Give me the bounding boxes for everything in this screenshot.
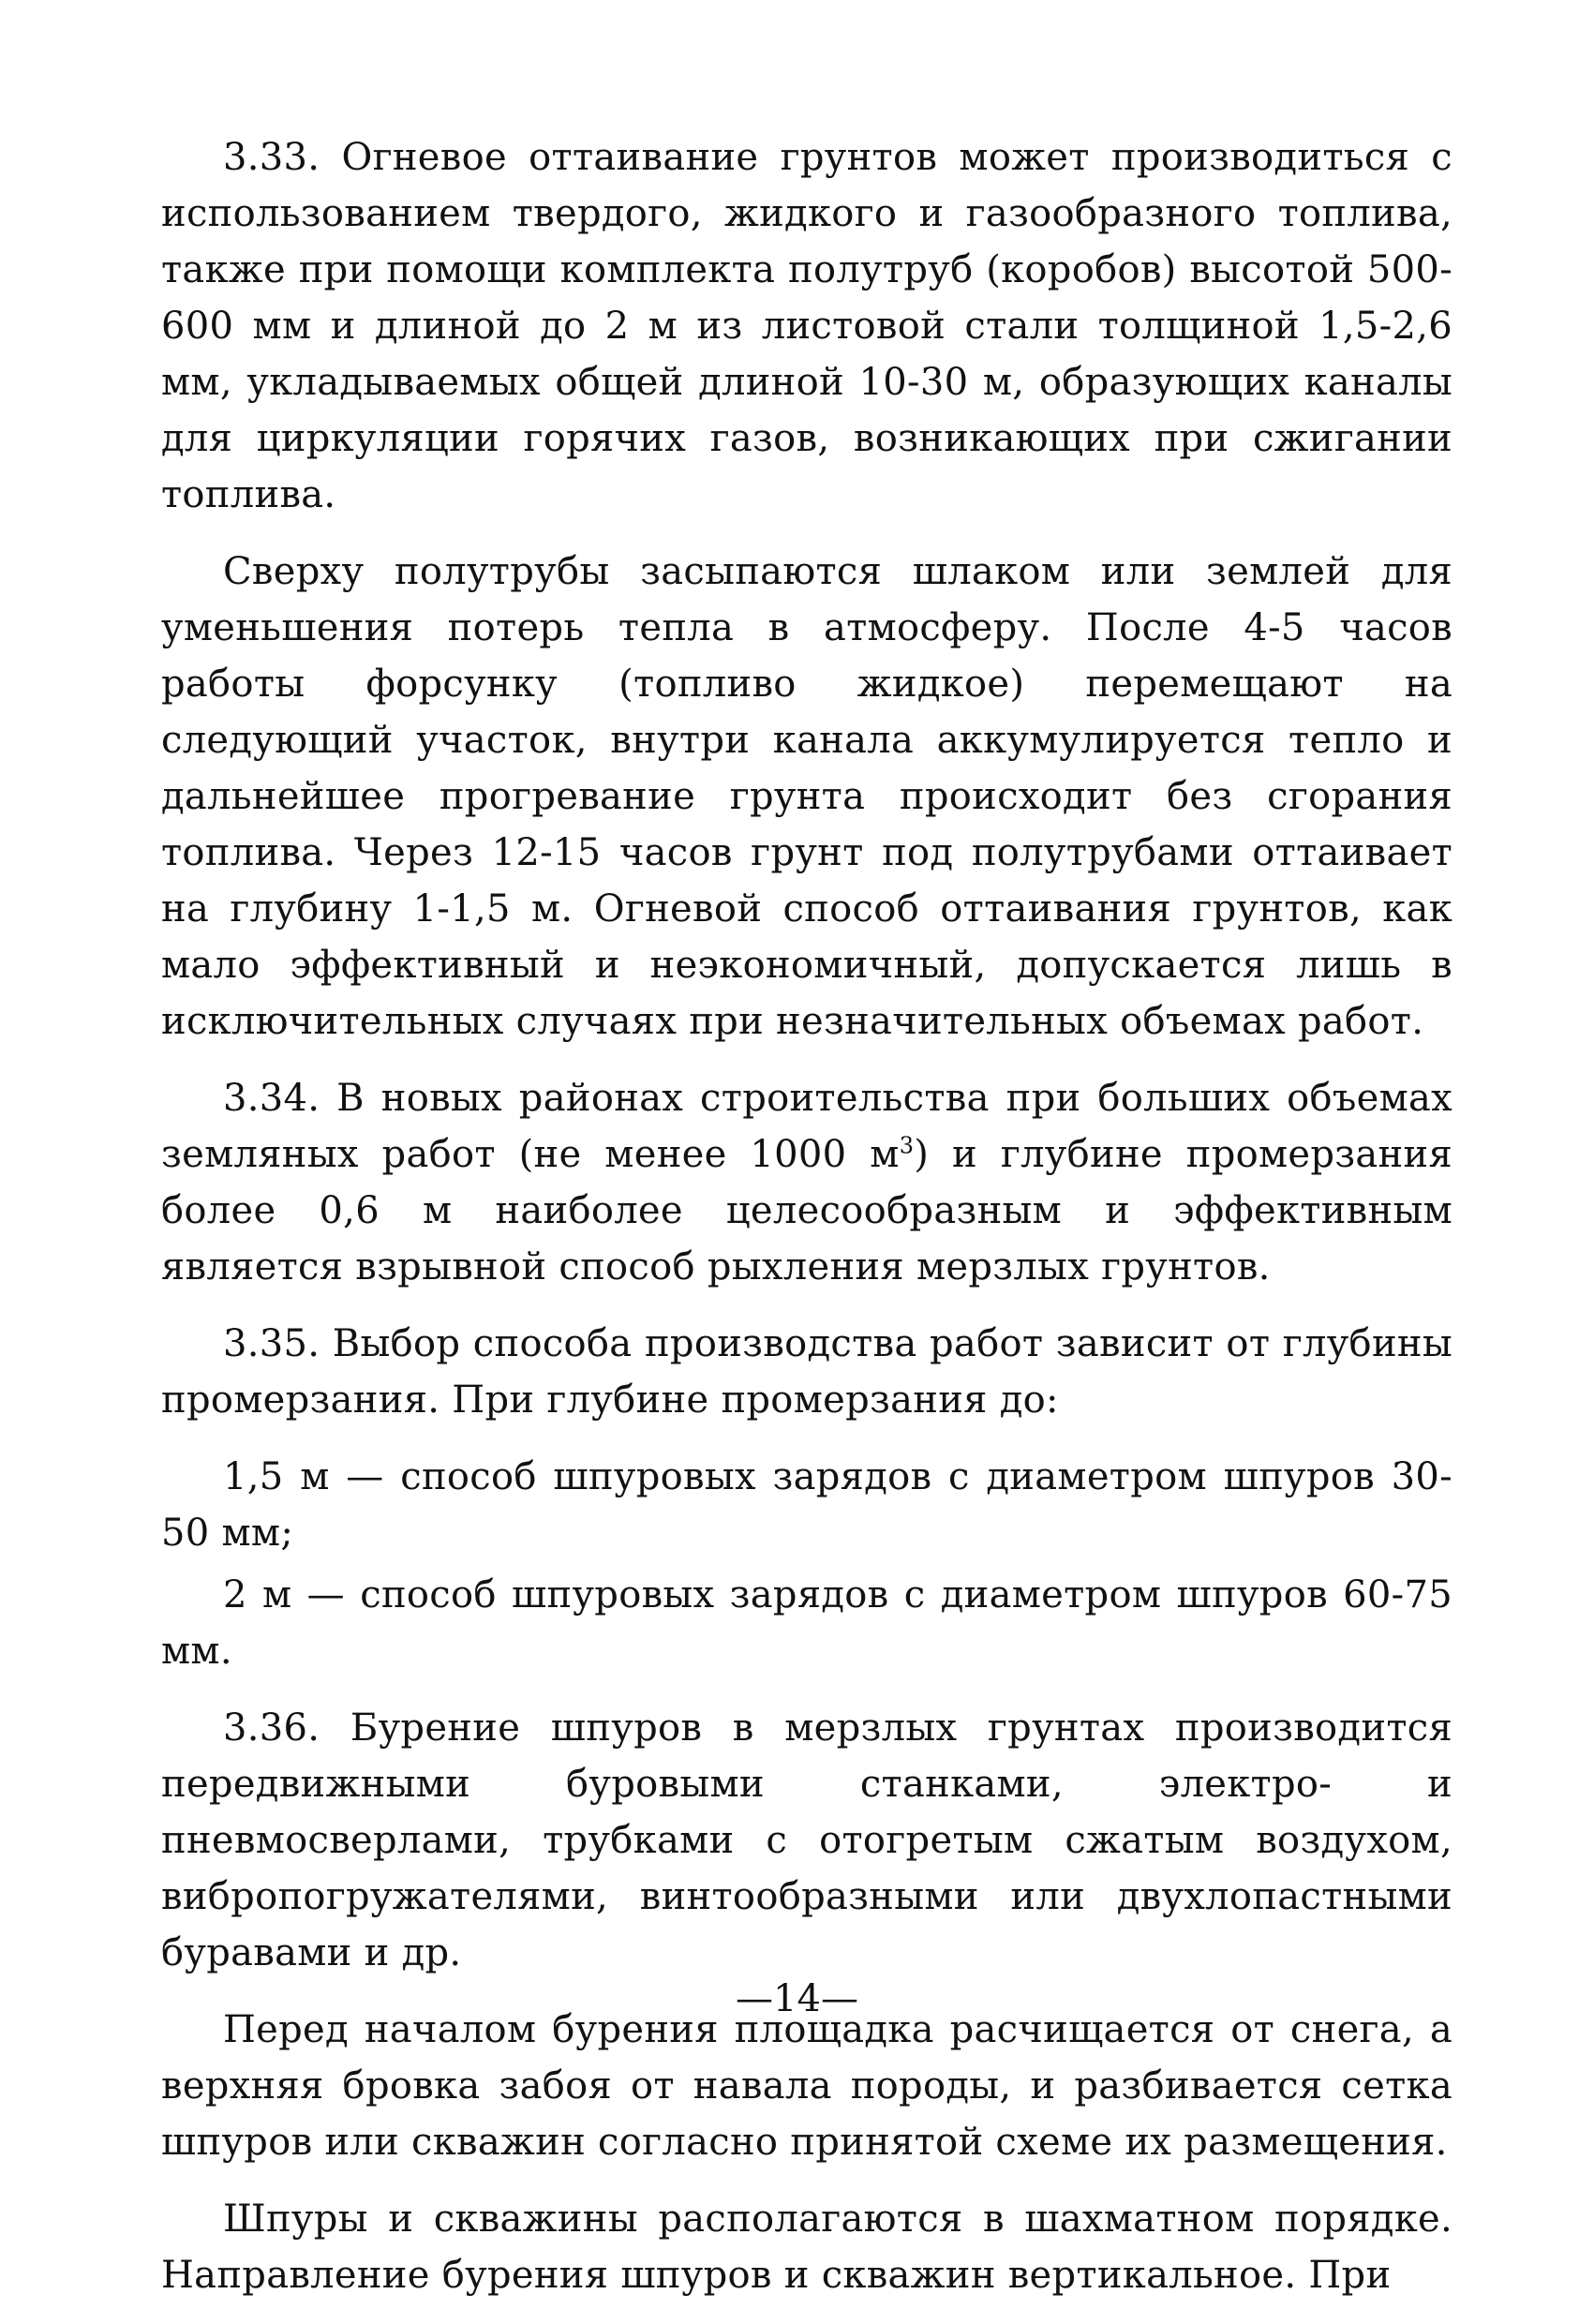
paragraph-3-35: 3.35. Выбор способа производства работ зависит от глубины промерзания. При глубине промерзания до: — [161, 1322, 1452, 1422]
paragraph-3-34-start: 3.34. В новых районах строительства при больших объемах земляных работ (не менее 1000 м — [161, 1077, 1452, 1176]
page-number: —14— — [736, 1977, 858, 2020]
paragraph-3-34 — [161, 1070, 1452, 1295]
paragraph-site-clearing: Перед началом бурения площадка расчищается от снега, а верхняя бровка забоя от навала породы, и разбивается сетка шпуров или скважин согласно принятой схеме их размещения. — [161, 2008, 1452, 2164]
list-item: 1,5 м — способ шпуровых зарядов с диаметром шпуров 30-50 мм; — [161, 1455, 1452, 1555]
paragraph-3-36: 3.36. Бурение шпуров в мерзлых грунтах производится передвижными буровыми станками, электро- и пневмосверлами, трубками с отогретым сжатым воздухом, вибропогружателями, винтообразными или двухлопастными буравами и др. — [161, 1706, 1452, 1974]
paragraph-hole-layout: Шпуры и скважины располагаются в шахматном порядке. Направление бурения шпуров и скважин вертикальное. При — [161, 2197, 1452, 2297]
paragraph-3-33: 3.33. Огневое оттаивание грунтов может производиться с использованием твердого, жидкого и газообразного топлива, также при помощи комплекта полутруб (коробов) высотой 500-600 мм и длиной до 2 м из листовой стали толщиной 1,5-2,6 мм, укладываемых общей длиной 10-30 м, образующих каналы для циркуляции горячих газов, возникающих при сжигании топлива. — [161, 136, 1452, 516]
cubic-superscript: 3 — [899, 1132, 915, 1159]
list-item: 2 м — способ шпуровых зарядов с диаметром шпуров 60-75 мм. — [161, 1573, 1452, 1673]
paragraph-halfpipes: Сверху полутрубы засыпаются шлаком или землей для уменьшения потерь тепла в атмосферу. После 4-5 часов работы форсунку (топливо жидкое) перемещают на следующий участок, внутри канала аккумулируется тепло и дальнейшее прогревание грунта происходит без сгорания топлива. Через 12-15 часов грунт под полутрубами оттаивает на глубину 1-1,5 м. Огневой способ оттаивания грунтов, как мало эффективный и неэкономичный, допускается лишь в исключительных случаях при незначительных объемах работ. — [161, 550, 1452, 1043]
paragraph-3-34-end: ) и глубине промерзания более 0,6 м наиболее целесообразным и эффективным является взрывной способ рыхления мерзлых грунтов. — [161, 1133, 1453, 1289]
